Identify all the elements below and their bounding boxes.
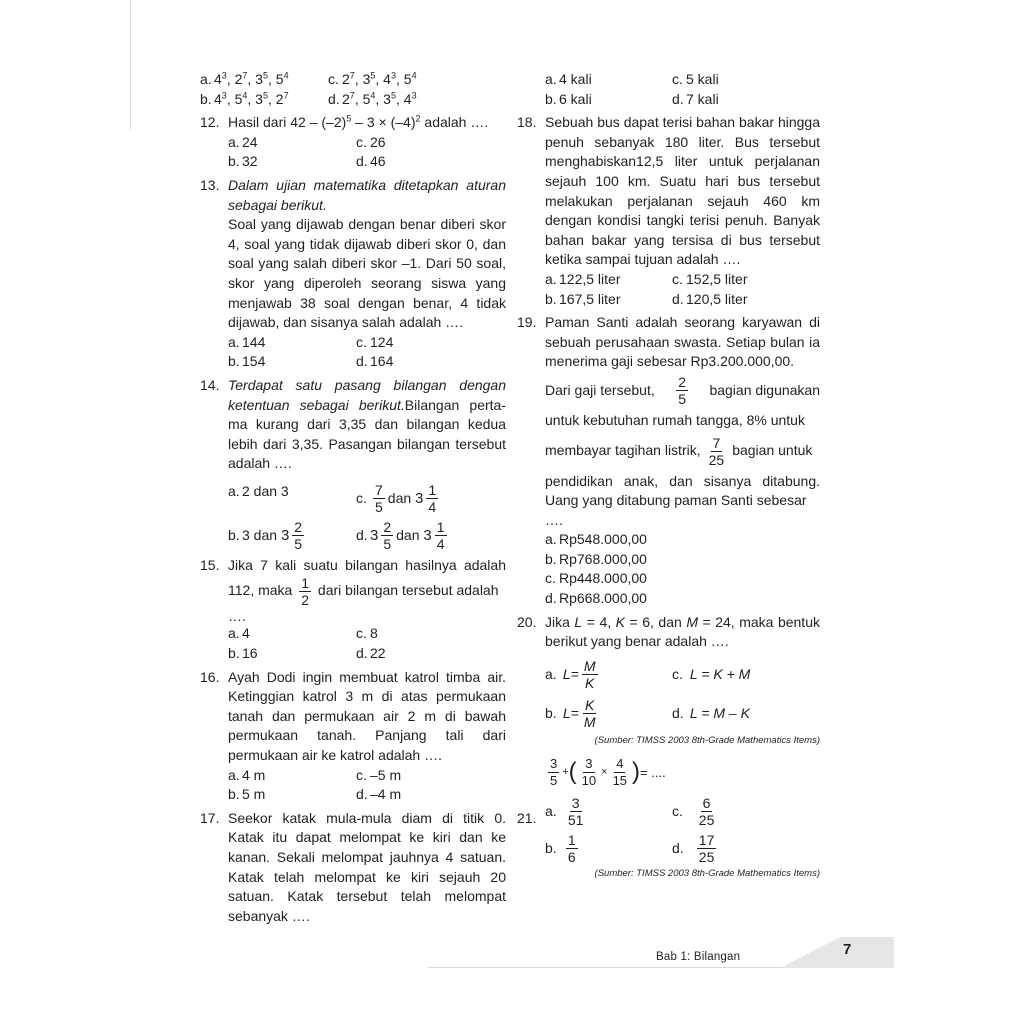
fraction [582,658,598,691]
option-text: 4 m [242,766,266,783]
left-paren: ( [568,758,577,786]
option-label: c. [545,570,556,587]
numerator: 1 [436,518,445,535]
numerator: 1 [567,831,576,848]
q13-option-a [228,333,356,353]
q19-option-c [545,569,820,589]
question-number: 20. [517,613,537,630]
option-text: 46 [370,153,386,170]
mixed-number [423,519,449,552]
q14-options [228,482,506,552]
q11-option-d [328,90,506,110]
option-label: b. [228,153,240,170]
q16-option-d [356,785,506,805]
q15-option-b [228,644,356,664]
option-label: c. [672,270,683,287]
q21-option-c [672,795,820,828]
question-19-text-line2: Dari gaji tersebut, [545,381,655,398]
numerator: 2 [383,518,392,535]
denominator: M [583,713,596,730]
denominator: 5 [550,772,558,788]
option-label: c. [328,71,339,87]
fraction [435,519,447,552]
q17-option-c [672,70,820,90]
option-text: 26 [370,133,386,150]
whole-part: 3 [415,489,424,507]
question-number: 17. [200,809,220,826]
q14-option-a [228,482,356,515]
fraction [292,519,304,552]
numerator: 2 [678,373,686,390]
question-number: 12. [200,114,220,131]
page-number: 7 [843,941,852,958]
numerator: 7 [712,434,721,451]
option-text: L = M – K [689,704,750,721]
option-label: a. [545,802,557,819]
q16-options [228,766,506,805]
source-citation: (Sumber: TIMSS 2003 8th-Grade Mathematics Items) [594,867,820,879]
numerator: 17 [698,831,715,848]
equation-lhs: L= [562,665,579,682]
denominator: 6 [567,848,576,865]
whole-part: 3 [370,526,379,544]
option-text: –4 m [370,786,402,803]
numerator: 3 [571,794,580,811]
option-label: b. [228,786,240,803]
q13-option-d [356,352,506,372]
question-13-text: Soal yang dijawab dengan benar diberi skor 4, soal yang tidak dijawab diberi skor 0, dan soal yang salah diberi skor –1. Dari 50 soal, skor yang diperoleh seorang siswa yang menjawab 38 soal dengan benar, 4 tidak dijawab, dan sisanya salah adalah …. [228,216,506,331]
whole-part: 3 [280,526,290,544]
option-text: –5 m [370,766,402,783]
option-text: 22 [370,645,386,662]
question-19-text: Paman Santi adalah seorang karyawan di sebuah perusahaan swasta. Setiap bulan ia menerima gaji sebesar Rp3.200.000,00. [545,314,820,370]
q14-option-b [228,519,356,552]
option-label: c. [672,71,683,87]
question-19-text-line3: untuk kebutuhan rumah tangga, 8% untuk [545,411,805,428]
question-15-ellipsis: …. [228,608,246,625]
denominator: K [585,674,595,691]
q21-option-b [545,832,672,865]
option-text: 154 [242,353,266,370]
option-text: 5 kali [686,71,719,87]
question-14 [200,376,506,552]
question-13 [200,176,506,372]
option-text: Rp768.000,00 [559,550,647,567]
q19-option-b [545,550,820,570]
right-paren: ) [632,758,641,786]
equation-lhs: L= [562,704,579,721]
fraction [373,482,385,515]
option-label: a. [228,625,240,642]
question-21-expression [545,756,820,789]
option-text: Rp448.000,00 [559,570,647,587]
q18-option-a [545,270,672,290]
question-19-text-line2-end: bagian digunakan [709,381,820,398]
option-text: 5 m [242,786,266,803]
fraction [611,756,629,789]
option-text: dan [396,526,420,543]
q18-options [545,270,820,309]
fraction [580,756,598,789]
question-number: 21. [517,809,537,826]
option-label: c. [672,802,683,819]
fraction [707,435,727,468]
numerator: 7 [375,481,383,498]
question-21 [517,756,820,881]
q21-option-d [672,832,820,865]
q11-option-c [328,70,506,90]
q20-option-b [545,697,672,730]
question-13-intro: Dalam ujian matematika ditetapkan aturan sebagai berikut. [228,176,506,213]
footer-tab-shape [780,937,894,968]
option-text: 167,5 liter [559,290,621,307]
option-label: a. [228,766,240,783]
q17-option-d [672,90,820,110]
question-20-text: Jika L = 4, K = 6, dan M = 24, maka bentuk berikut yang benar adalah …. [545,613,820,650]
q15-options [228,624,506,663]
option-label: b. [545,704,557,721]
footer-chapter-title: Bab 1: Bilangan [656,951,741,963]
q15-option-d [356,644,506,664]
numerator: M [583,657,596,674]
q14-option-d [356,519,506,552]
q18-option-b [545,290,672,310]
q19-option-d [545,589,820,609]
q11-option-b-text: $4^3$, $5^4$, $3^5$, $2^7$ [214,89,289,107]
denominator: 5 [375,498,383,515]
question-18 [517,113,820,309]
option-label: d. [672,704,684,721]
option-text: 16 [242,645,258,662]
option-label: a. [545,71,557,87]
option-text: Rp668.000,00 [559,590,647,607]
option-text: 32 [242,153,258,170]
times-sign: × [601,765,608,778]
denominator: 2 [301,592,310,609]
q11-option-c-text: $2^7$, $3^5$, $4^3$, $5^4$ [342,70,417,87]
denominator: 4 [436,535,445,552]
numerator: 4 [616,755,624,771]
question-number: 15. [200,556,220,573]
option-label: d. [672,839,684,856]
option-label: b. [545,839,557,856]
option-label: a. [545,665,557,682]
fraction [676,374,688,407]
q15-option-a [228,624,356,644]
option-text: 122,5 liter [559,270,621,287]
equals-ellipsis: = .... [640,764,666,780]
option-label: d. [356,526,368,543]
option-label: d. [545,590,557,607]
option-label: c. [356,489,367,506]
denominator: 25 [708,451,725,468]
question-18-text: Sebuah bus dapat terisi bahan bakar hingga penuh sebanyak 180 liter. Bus tersebut menghabiskan12,5 liter untuk perjalanan sejauh 100 km. Suatu hari bus tersebut melakukan perjalanan sejauh 460 km dengan kondisi tangki terisi penuh. Banyak bahan bakar yang tersisa di bus tersebut ketika sampai tujuan adalah …. [545,114,820,268]
right-column [517,70,820,881]
option-label: d. [672,290,684,307]
option-label: a. [228,482,240,499]
question-number: 18. [517,114,537,131]
question-17-text: Seekor katak mula-mula diam di titik 0. Katak itu dapat melompat ke kiri dan ke kanan. Sekali melompat jauhnya 4 satuan. Katak telah melompat ke kiri sejauh 20 satuan. Katak tersebut telah melompat sebanyak …. [228,809,506,924]
q16-option-c [356,766,506,786]
question-16-text: Ayah Dodi ingin membuat katrol timba air. Ketinggian katrol 3 m di atas permukaan tanah dan permukaan air 2 m di bawah permukaan tanah. Panjang tali dari permukaan air ke katrol adalah …. [228,668,506,764]
option-label: d. [328,90,340,107]
q19-option-a [545,530,820,550]
option-text: 8 [370,625,378,642]
option-text: 7 kali [686,90,719,107]
option-label: d. [356,786,368,803]
numerator: K [585,696,595,713]
q20-options [545,658,820,730]
fraction [566,832,578,865]
q21-options [545,795,820,865]
option-label: a. [228,333,240,350]
q13-options [228,333,506,372]
q21-option-a [545,795,672,828]
option-label: a. [545,531,557,548]
question-12-text: Hasil dari $42 - (-2)^5 - 3 \times (-4)^2$ adalah …. [228,113,489,131]
question-number: 14. [200,376,220,393]
question-16 [200,668,506,805]
fraction [582,697,598,730]
q11-option-a [200,70,328,90]
option-text: 120,5 liter [686,290,748,307]
question-19 [517,313,820,609]
option-text: Rp548.000,00 [559,531,647,548]
question-number: 16. [200,668,220,685]
q20-option-c [672,658,820,691]
option-label: b. [228,645,240,662]
q11-option-d-text: $2^7$, $5^4$, $3^5$, $4^3$ [342,89,417,107]
option-label: c. [672,665,683,682]
question-number: 19. [517,314,537,331]
fraction [566,795,586,828]
margin-guide-line [130,0,131,130]
option-text: 2 dan 3 [242,482,289,499]
numerator: 6 [702,794,711,811]
option-label: d. [356,353,368,370]
q12-option-a [228,133,356,153]
option-text: dan [387,489,412,506]
question-14-text: Bilangan perta-ma kurang dari 3,35 dan bilangan kedua lebih dari 3,35. Pasangan bilangan tersebut adalah …. [228,396,507,472]
option-label: a. [200,71,212,87]
q18-option-d [672,290,820,310]
option-label: d. [672,90,684,107]
question-19-text-line4: membayar tagihan listrik, [545,442,701,459]
q18-option-c [672,270,820,290]
fraction [697,795,717,828]
denominator: 5 [294,535,303,552]
mixed-number [370,519,396,552]
denominator: 25 [698,848,715,865]
numerator: 3 [550,755,558,771]
option-label: b. [228,353,240,370]
mixed-number [281,519,307,552]
denominator: 25 [698,811,715,828]
question-19-text-line5: pendidikan anak, dan sisanya ditabung. Uang yang ditabung paman Santi sebesar [545,472,820,509]
option-label: d. [356,645,368,662]
option-label: c. [356,333,367,350]
option-label: a. [228,133,240,150]
source-citation: (Sumber: TIMSS 2003 8th-Grade Mathematics Items) [594,734,820,746]
option-label: d. [356,153,368,170]
question-15 [200,556,506,664]
fraction [299,575,311,608]
q20-option-d [672,697,820,730]
option-text: 3 dan [242,526,278,543]
q14-option-c [356,482,506,515]
mixed-number [415,482,441,515]
option-text: 24 [242,133,258,150]
option-label: a. [545,270,557,287]
question-19-text-line4-end: bagian untuk [732,442,813,459]
q17-option-a [545,70,672,90]
q11-option-b [200,90,328,110]
left-column [200,70,506,926]
option-label: b. [545,290,557,307]
option-label: b. [200,90,212,107]
option-text: 4 kali [559,71,592,87]
option-text: 124 [370,333,394,350]
option-label: b. [545,90,557,107]
denominator: 15 [612,772,628,788]
option-text: 164 [370,353,394,370]
q16-option-a [228,766,356,786]
option-text: 4 [242,625,250,642]
option-text: 6 kali [559,90,592,107]
option-label: c. [356,625,367,642]
q13-option-b [228,352,356,372]
option-text: 144 [242,333,266,350]
fraction [548,756,559,789]
q20-option-a [545,658,672,691]
option-label: b. [545,550,557,567]
q12-options [228,133,506,172]
numerator: 2 [294,518,303,535]
numerator: 1 [428,481,437,498]
question-number: 13. [200,176,220,193]
denominator: 10 [581,772,597,788]
option-text: 152,5 liter [686,270,748,287]
q11-option-a-text: $4^3$, $2^7$, $3^5$, $5^4$ [214,70,289,87]
denominator: 5 [678,390,686,407]
question-19-ellipsis: …. [545,511,563,528]
fraction [697,832,717,865]
q12-option-d [356,152,506,172]
question-14-intro: Terdapat satu pasang bilangan dengan ketentuan sebagai berikut. [228,376,506,413]
denominator: 4 [428,498,437,515]
q17-options [545,70,820,109]
option-text: L = K + M [689,665,751,682]
question-20 [517,613,820,748]
option-label: c. [356,766,367,783]
fraction [426,482,438,515]
denominator: 51 [567,811,584,828]
denominator: 5 [383,535,392,552]
question-15-text: Jika 7 kali suatu bilangan hasilnya adalah 112, maka [228,556,506,599]
q12-option-b [228,152,356,172]
option-label: b. [228,526,240,543]
option-label: c. [356,133,367,150]
q11-options [200,70,506,109]
question-12 [200,113,506,172]
question-15-text-continued: dari bilangan tersebut adalah [317,582,499,599]
plus-sign: + [562,765,569,778]
numerator: 3 [585,755,593,771]
q19-options [545,530,820,608]
whole-part: 3 [423,526,432,544]
q15-option-c [356,624,506,644]
fraction [381,519,393,552]
numerator: 1 [301,575,310,592]
q12-option-c [356,133,506,153]
q16-option-b [228,785,356,805]
question-17 [200,809,506,927]
q13-option-c [356,333,506,353]
q17-option-b [545,90,672,110]
